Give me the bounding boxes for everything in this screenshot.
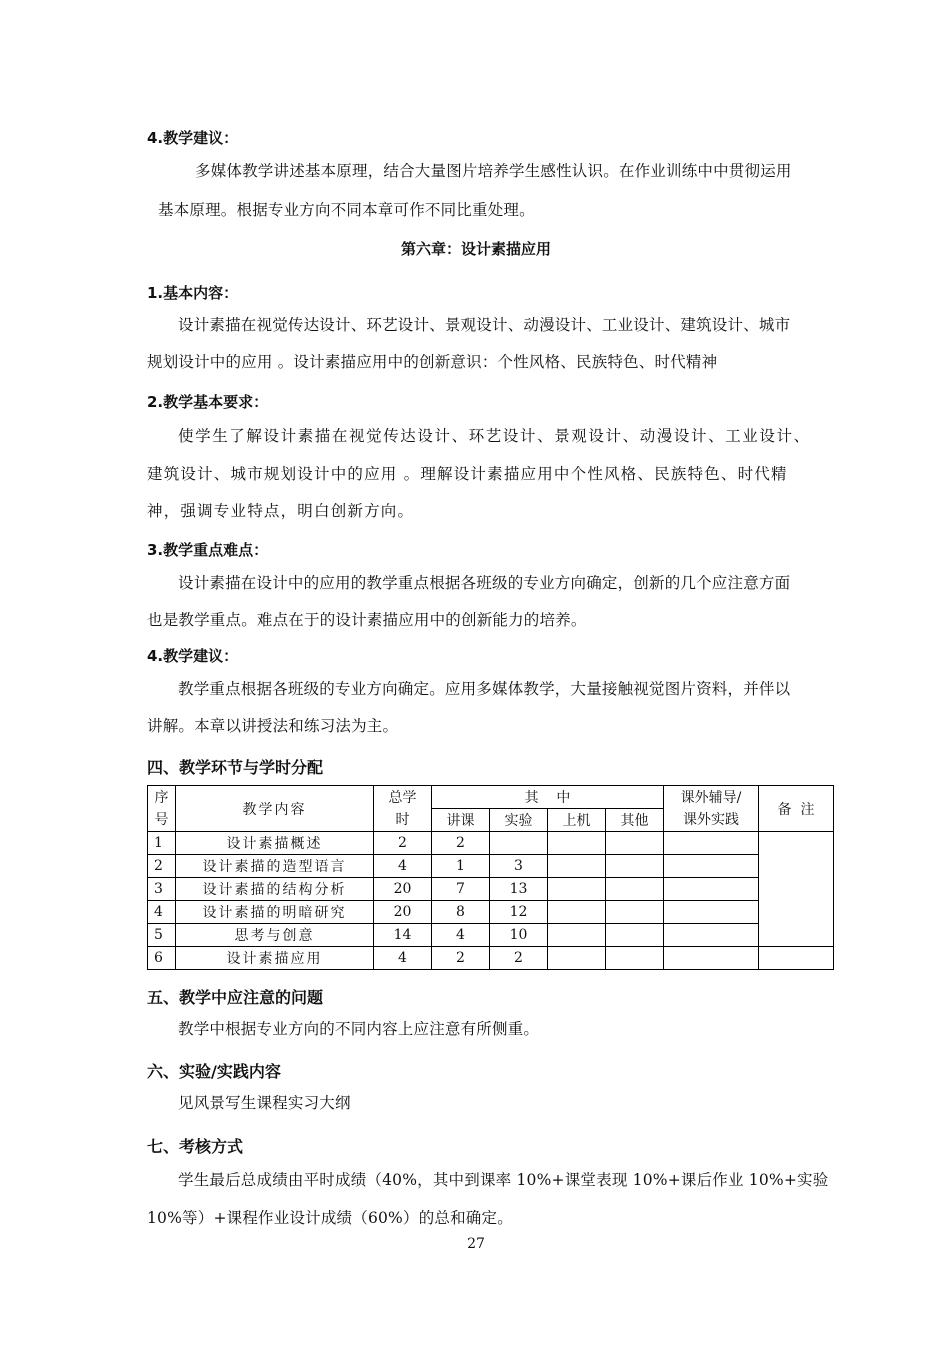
cell-total: 4	[374, 947, 432, 970]
cell-other	[606, 901, 664, 924]
cell-computer	[548, 924, 606, 947]
section-heading: 3.教学重点难点：	[147, 541, 269, 559]
header-lecture: 讲课	[432, 809, 490, 832]
table-row	[148, 832, 834, 855]
section-heading: 4.教学建议：	[147, 129, 239, 147]
paragraph-line: 神，强调专业特点，明白创新方向。	[147, 502, 415, 520]
cell-total: 14	[374, 924, 432, 947]
header-computer: 上机	[548, 809, 606, 832]
cell-extracurricular	[664, 947, 759, 970]
cell-extracurricular	[664, 832, 759, 855]
cell-lab: 12	[490, 901, 548, 924]
table-row	[148, 855, 834, 878]
paragraph-line: 多媒体教学讲述基本原理，结合大量图片培养学生感性认识。在作业训练中中贯彻运用	[195, 162, 792, 180]
section-heading: 六、实验/实践内容	[147, 1062, 281, 1081]
cell-lecture: 1	[432, 855, 490, 878]
paragraph-line: 规划设计中的应用 。设计素描应用中的创新意识：个性风格、民族特色、时代精神	[147, 353, 718, 371]
cell-computer	[548, 878, 606, 901]
cell-lab: 10	[490, 924, 548, 947]
cell-lab: 3	[490, 855, 548, 878]
paragraph-line: 也是教学重点。难点在于的设计素描应用中的创新能力的培养。	[147, 611, 587, 629]
cell-content: 设计素描的结构分析	[176, 878, 374, 901]
table-header-row	[148, 786, 834, 809]
paragraph-line: 教学重点根据各班级的专业方向确定。应用多媒体教学，大量接触视觉图片资料，并伴以	[178, 680, 791, 698]
cell-total: 2	[374, 832, 432, 855]
cell-lab	[490, 832, 548, 855]
section-heading: 五、教学中应注意的问题	[147, 988, 324, 1007]
paragraph-line: 见风景写生课程实习大纲	[178, 1094, 351, 1112]
cell-total: 20	[374, 878, 432, 901]
paragraph-line: 设计素描在设计中的应用的教学重点根据各班级的专业方向确定，创新的几个应注意方面	[178, 574, 791, 592]
cell-extracurricular	[664, 855, 759, 878]
cell-content: 设计素描应用	[176, 947, 374, 970]
cell-seq: 4	[148, 901, 176, 924]
table-row	[148, 924, 834, 947]
cell-extracurricular	[664, 901, 759, 924]
cell-seq: 2	[148, 855, 176, 878]
cell-lecture: 8	[432, 901, 490, 924]
header-extracurricular: 课外辅导/ 课外实践	[664, 786, 759, 832]
paragraph-line: 设计素描在视觉传达设计、环艺设计、景观设计、动漫设计、工业设计、建筑设计、城市	[178, 316, 791, 334]
hours-allocation-table	[147, 785, 834, 970]
paragraph-line: 基本原理。根据专业方向不同本章可作不同比重处理。	[158, 201, 535, 219]
section-heading: 2.教学基本要求：	[147, 393, 269, 411]
cell-content: 设计素描的明暗研究	[176, 901, 374, 924]
table-row	[148, 901, 834, 924]
cell-lecture: 7	[432, 878, 490, 901]
cell-notes	[759, 832, 834, 947]
cell-notes	[759, 947, 834, 970]
cell-lab: 13	[490, 878, 548, 901]
cell-seq: 3	[148, 878, 176, 901]
header-seq: 序 号	[148, 786, 176, 832]
cell-total: 20	[374, 901, 432, 924]
cell-other	[606, 878, 664, 901]
cell-lecture: 2	[432, 832, 490, 855]
section-heading: 1.基本内容：	[147, 284, 239, 302]
cell-other	[606, 832, 664, 855]
cell-computer	[548, 855, 606, 878]
paragraph-line: 10%等）+课程作业设计成绩（60%）的总和确定。	[147, 1209, 513, 1227]
cell-content: 思考与创意	[176, 924, 374, 947]
cell-content: 设计素描概述	[176, 832, 374, 855]
cell-lecture: 4	[432, 924, 490, 947]
header-lab: 实验	[490, 809, 548, 832]
paragraph-line: 讲解。本章以讲授法和练习法为主。	[147, 717, 399, 735]
chapter-title: 第六章：设计素描应用	[400, 240, 551, 258]
header-content: 教学内容	[176, 786, 374, 832]
section-heading: 四、教学环节与学时分配	[147, 758, 324, 777]
cell-seq: 1	[148, 832, 176, 855]
section-heading: 4.教学建议：	[147, 647, 239, 665]
paragraph-line: 建筑设计、城市规划设计中的应用 。理解设计素描应用中个性风格、民族特色、时代精	[147, 465, 788, 483]
cell-computer	[548, 947, 606, 970]
paragraph-line: 使学生了解设计素描在视觉传达设计、环艺设计、景观设计、动漫设计、工业设计、	[178, 427, 811, 445]
cell-other	[606, 947, 664, 970]
header-total-hours: 总学 时	[374, 786, 432, 832]
cell-other	[606, 924, 664, 947]
header-other: 其他	[606, 809, 664, 832]
section-heading: 七、考核方式	[147, 1137, 244, 1156]
cell-lab: 2	[490, 947, 548, 970]
cell-seq: 6	[148, 947, 176, 970]
header-notes: 备 注	[759, 786, 834, 832]
table-row	[148, 878, 834, 901]
cell-lecture: 2	[432, 947, 490, 970]
cell-extracurricular	[664, 878, 759, 901]
cell-computer	[548, 901, 606, 924]
paragraph-line: 学生最后总成绩由平时成绩（40%，其中到课率 10%+课堂表现 10%+课后作业 10%+实验	[178, 1171, 829, 1189]
cell-content: 设计素描的造型语言	[176, 855, 374, 878]
cell-computer	[548, 832, 606, 855]
page-number: 27	[467, 1236, 485, 1252]
cell-total: 4	[374, 855, 432, 878]
header-among: 其 中	[432, 786, 664, 809]
cell-other	[606, 855, 664, 878]
cell-seq: 5	[148, 924, 176, 947]
cell-extracurricular	[664, 924, 759, 947]
table-row	[148, 947, 834, 970]
paragraph-line: 教学中根据专业方向的不同内容上应注意有所侧重。	[178, 1020, 540, 1038]
